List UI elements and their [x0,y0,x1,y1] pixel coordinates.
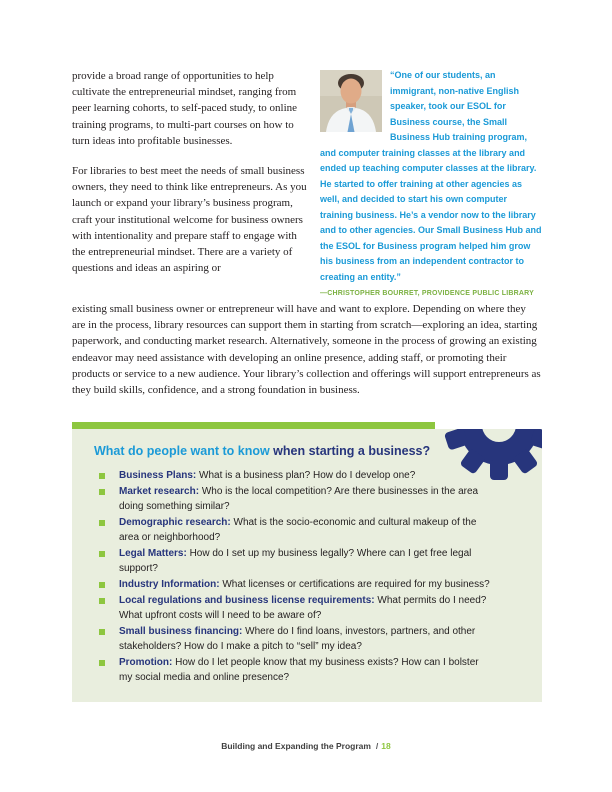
list-item-text: Who is the local competition? Are there businesses in the area doing something similar? [119,486,479,513]
pull-quote [320,68,542,297]
square-bullet-icon [99,520,105,526]
list-item-lead: Local regulations and business license requirements: [119,595,375,607]
footer-separator: / [375,741,379,751]
list-item-lead: Demographic research: [119,517,231,529]
body-paragraph-3: existing small business owner or entrepreneur will have and want to explore. Depending on where they are in the process, library resources can support them in starting from scratch—exploring an idea, starting paperwork, and conducting market research. Alternatively, someone in the process of growing an existing endeavor may need assistance with developing an online presence, adding staff, or promoting their products or service to a new audience. Your library’s collection and offerings will support entrepreneurs as they build skills, confidence, and a strong foundation in business. [72,303,541,397]
square-bullet-icon [99,473,105,479]
list-item-text: How do I let people know that my business exists? How can I bolster my social media and online presence? [119,657,479,684]
square-bullet-icon [99,551,105,557]
list-item-text: What is the socio-economic and cultural makeup of the area or neighborhood? [119,517,477,544]
heading-rest: when starting a business? [269,444,431,459]
list-item [94,515,494,545]
person-photo-illustration [320,70,382,132]
list-item [94,655,494,685]
list-item-text: What licenses or certifications are required for my business? [222,579,490,591]
square-bullet-icon [99,582,105,588]
list-item [94,624,494,654]
list-item-lead: Small business financing: [119,626,243,638]
list-item [94,546,494,576]
question-list [94,468,494,685]
square-bullet-icon [99,598,105,604]
list-item-lead: Promotion: [119,657,173,669]
list-item-lead: Market research: [119,486,200,498]
list-item-lead: Industry Information: [119,579,220,591]
heading-highlight: What do people want to know [94,444,270,459]
page-footer [0,741,612,751]
list-item [94,484,494,514]
quote-attribution: —CHRISTOPHER BOURRET, PROVIDENCE PUBLIC LIBRARY [320,290,534,297]
list-item [94,468,494,483]
square-bullet-icon [99,489,105,495]
square-bullet-icon [99,629,105,635]
page-number: 18 [381,741,391,751]
green-accent-bar [72,422,435,429]
body-text-column [72,68,312,290]
list-item-text: How do I set up my business legally? Where can I get free legal support? [119,548,472,575]
footer-section-title: Building and Expanding the Program [221,741,371,751]
list-item [94,577,494,592]
list-item-text: What permits do I need? What upfront costs will I need to be aware of? [119,595,487,622]
top-section [72,68,542,297]
body-paragraph-1: provide a broad range of opportunities to help cultivate the entrepreneurial mindset, ranging from peer learning cohorts, to self-paced study, to online training programs, to multi-part courses on how to turn ideas into profitable businesses. [72,70,298,147]
square-bullet-icon [99,660,105,666]
info-box [72,422,542,702]
list-item-text: What is a business plan? How do I develop one? [199,470,416,482]
body-paragraph-2: For libraries to best meet the needs of small business owners, they need to think like entrepreneurs. As you launch or expand your library’s business program, craft your institutional welcome for business owners with intentionality and prepare staff to engage with the entrepreneurial mindset. There are a variety of questions and ideas an aspiring or [72,165,307,275]
list-item-text: Where do I find loans, investors, partners, and other stakeholders? How do I make a pitch to “sell” my idea? [119,626,476,653]
list-item-lead: Legal Matters: [119,548,187,560]
quote-text: “One of our students, an immigrant, non-native English speaker, took our ESOL for Business course, the Small Business Hub training program, and computer training classes at the library and ended up teaching computer classes at the library. He started to offer training at other agencies as well, and decided to start his own computer training business. He’s a vendor now to the library and to other agencies. Our Small Business Hub and the ESOL for Business program helped him grow his business from an independent contractor to creating an entity.” [320,70,542,282]
person-photo [320,70,382,132]
list-item [94,593,494,623]
info-box-body [72,429,542,702]
list-item-lead: Business Plans: [119,470,197,482]
